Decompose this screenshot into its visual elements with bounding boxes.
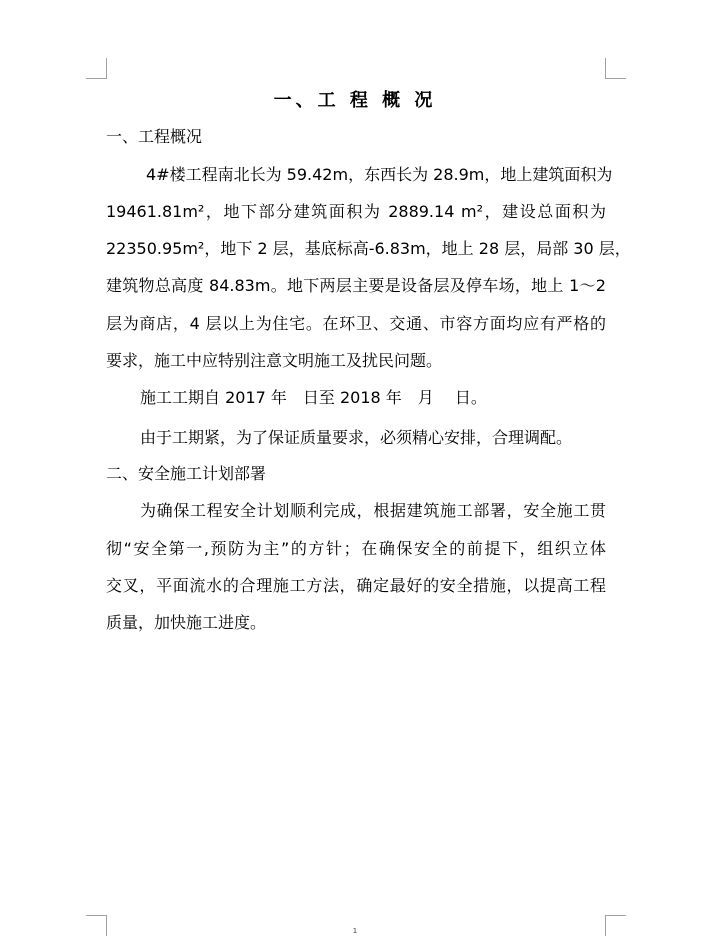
section-heading-overview: 一、工程概况 [106, 127, 203, 146]
paragraph-line: 要求，施工中应特别注意文明施工及扰民问题。 [106, 351, 443, 370]
crop-mark-top-left [86, 58, 107, 79]
paragraph-line: 19461.81m²，地下部分建筑面积为 2889.14 m²，建设总面积为 [106, 202, 606, 221]
page-number: 1 [352, 927, 358, 935]
paragraph-line: 为确保工程安全计划顺利完成，根据建筑施工部署，安全施工贯 [140, 501, 606, 520]
document-title: 一、工 程 概 况 [273, 90, 437, 111]
paragraph-line: 交叉，平面流水的合理施工方法，确定最好的安全措施，以提高工程 [106, 576, 606, 595]
paragraph-line: 4#楼工程南北长为 59.42m，东西长为 28.9m，地上建筑面积为 [146, 165, 613, 184]
section-heading-safety: 二、安全施工计划部署 [106, 464, 267, 483]
paragraph-line: 层为商店，4 层以上为住宅。在环卫、交通、市容方面均应有严格的 [106, 314, 606, 333]
paragraph-line: 质量，加快施工进度。 [106, 613, 267, 632]
paragraph-line: 彻“安全第一,预防为主”的方针；在确保安全的前提下，组织立体 [106, 539, 606, 558]
note-line: 由于工期紧，为了保证质量要求，必须精心安排，合理调配。 [140, 428, 573, 447]
paragraph-line: 建筑物总高度 84.83m。地下两层主要是设备层及停车场，地上 1～2 [106, 276, 606, 295]
schedule-line: 施工工期自 2017 年 日至 2018 年 月 日。 [140, 388, 487, 407]
paragraph-line: 22350.95m²，地下 2 层，基底标高-6.83m，地上 28 层，局部 30 层， [106, 239, 631, 258]
crop-mark-top-right [605, 58, 626, 79]
